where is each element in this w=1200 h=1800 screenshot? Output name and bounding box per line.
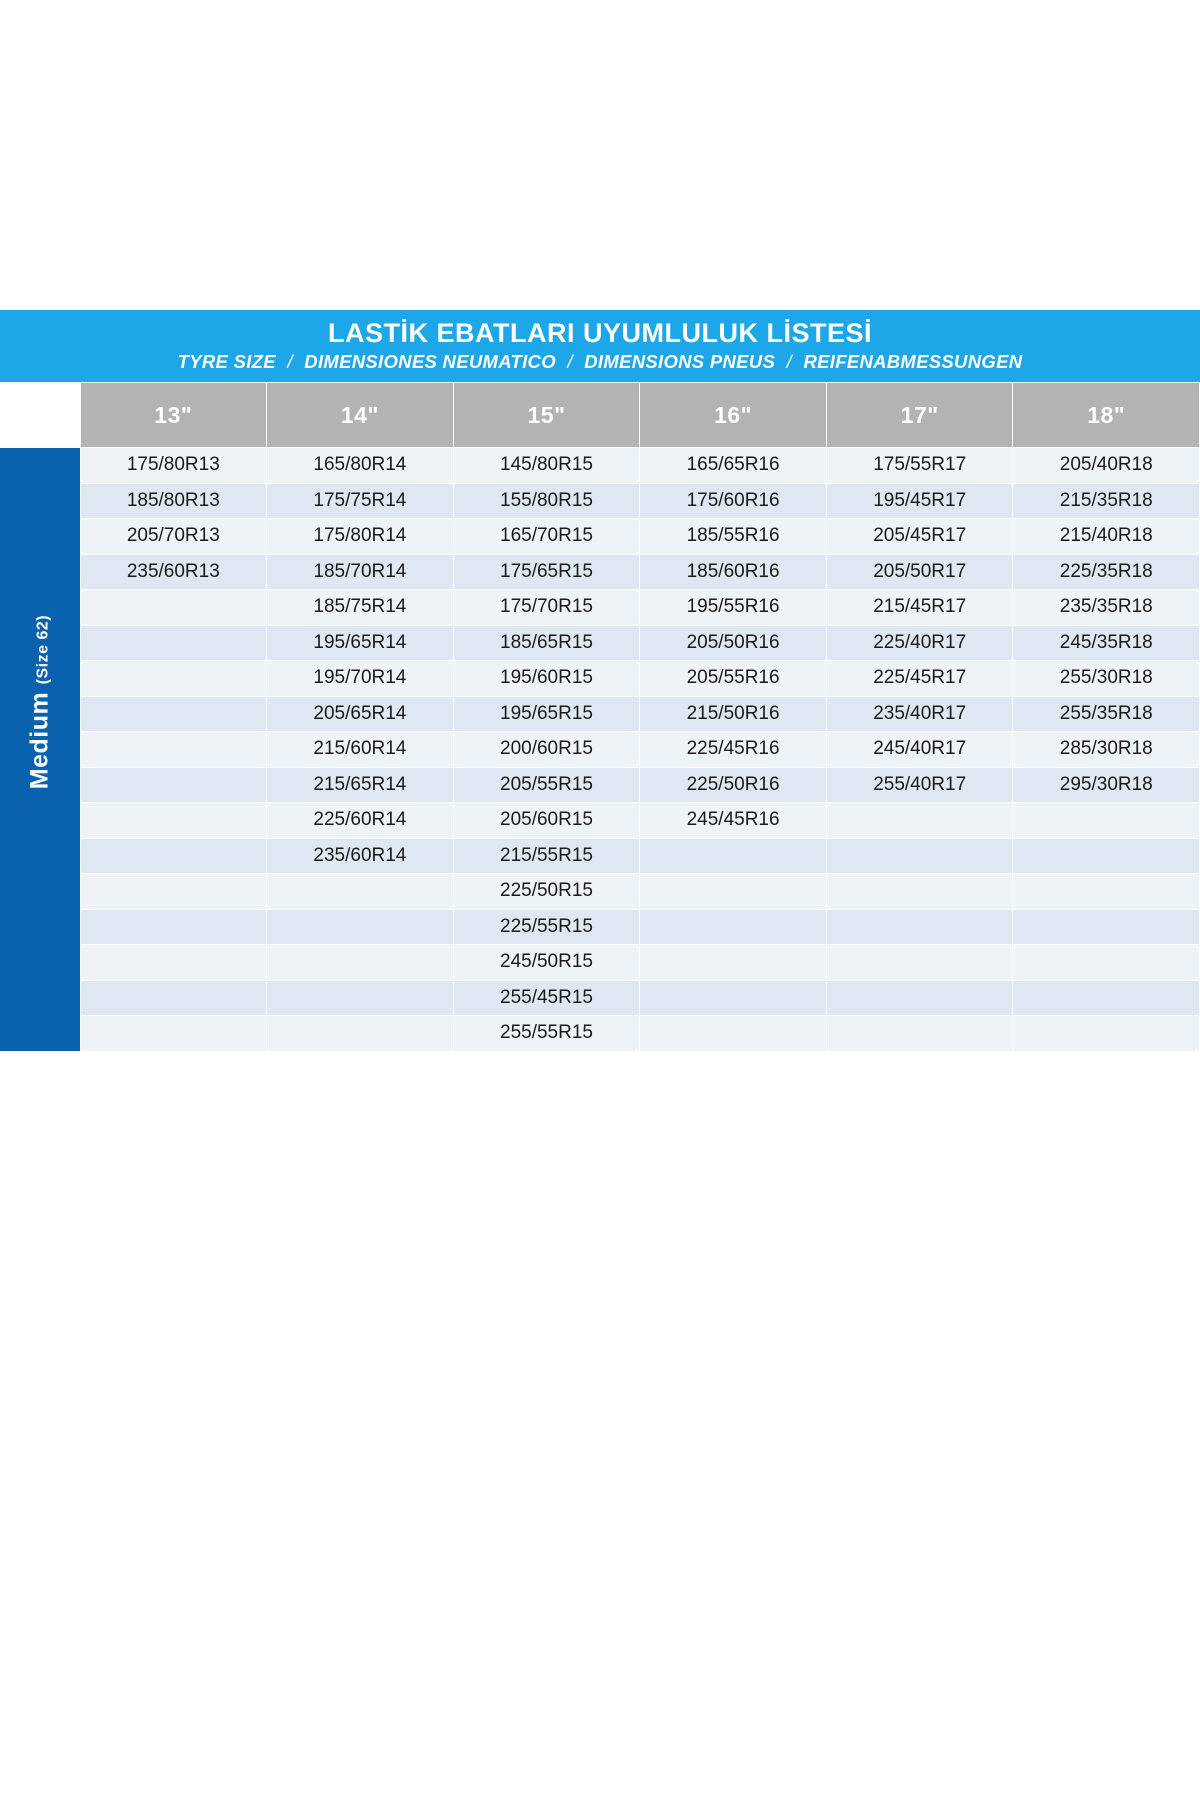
table-cell bbox=[80, 945, 267, 981]
table-cell: 285/30R18 bbox=[1013, 732, 1200, 768]
subtitle-separator-1: / bbox=[287, 351, 293, 373]
table-header-row bbox=[0, 383, 1200, 448]
table-cell bbox=[640, 909, 827, 945]
table-row bbox=[0, 803, 1200, 839]
side-label-main: Medium bbox=[25, 691, 54, 790]
table-cell: 165/65R16 bbox=[640, 448, 827, 484]
table-row bbox=[0, 945, 1200, 981]
table-cell bbox=[80, 980, 267, 1016]
column-header-13: 13" bbox=[80, 383, 267, 448]
table-cell bbox=[267, 1016, 454, 1052]
table-row bbox=[0, 625, 1200, 661]
table-cell: 235/35R18 bbox=[1013, 590, 1200, 626]
table-cell: 215/40R18 bbox=[1013, 519, 1200, 555]
table-cell bbox=[826, 945, 1013, 981]
table-cell: 195/65R14 bbox=[267, 625, 454, 661]
table-cell: 175/60R16 bbox=[640, 483, 827, 519]
table-cell bbox=[826, 874, 1013, 910]
table-cell: 225/35R18 bbox=[1013, 554, 1200, 590]
table-cell bbox=[1013, 874, 1200, 910]
table-cell: 205/70R13 bbox=[80, 519, 267, 555]
table-row bbox=[0, 732, 1200, 768]
table-cell: 175/75R14 bbox=[267, 483, 454, 519]
table-cell: 225/45R17 bbox=[826, 661, 1013, 697]
table-cell: 255/30R18 bbox=[1013, 661, 1200, 697]
column-header-18: 18" bbox=[1013, 383, 1200, 448]
table-cell bbox=[80, 874, 267, 910]
table-cell bbox=[1013, 1016, 1200, 1052]
table-cell: 195/45R17 bbox=[826, 483, 1013, 519]
table-cell: 145/80R15 bbox=[453, 448, 640, 484]
table-cell: 205/60R15 bbox=[453, 803, 640, 839]
side-label-text bbox=[25, 614, 54, 790]
table-cell: 225/45R16 bbox=[640, 732, 827, 768]
table-row bbox=[0, 838, 1200, 874]
table-cell bbox=[80, 661, 267, 697]
subtitle-separator-3: / bbox=[786, 351, 793, 373]
table-cell: 245/45R16 bbox=[640, 803, 827, 839]
table-cell bbox=[80, 590, 267, 626]
table-cell bbox=[826, 1016, 1013, 1052]
table-cell: 255/40R17 bbox=[826, 767, 1013, 803]
tyre-size-table bbox=[0, 382, 1200, 1052]
table-cell: 255/35R18 bbox=[1013, 696, 1200, 732]
table-cell: 185/70R14 bbox=[267, 554, 454, 590]
table-cell: 165/70R15 bbox=[453, 519, 640, 555]
table-cell: 235/60R14 bbox=[267, 838, 454, 874]
table-cell: 215/60R14 bbox=[267, 732, 454, 768]
table-cell: 195/70R14 bbox=[267, 661, 454, 697]
table-cell: 235/40R17 bbox=[826, 696, 1013, 732]
table-cell bbox=[80, 909, 267, 945]
table-row bbox=[0, 696, 1200, 732]
table-row bbox=[0, 483, 1200, 519]
subtitle-separator-2: / bbox=[567, 351, 573, 373]
subtitle-part-tyre-size: TYRE SIZE bbox=[177, 351, 276, 373]
table-row bbox=[0, 1016, 1200, 1052]
table-cell: 205/55R15 bbox=[453, 767, 640, 803]
table-cell: 205/50R16 bbox=[640, 625, 827, 661]
table-cell bbox=[640, 1016, 827, 1052]
table-cell: 215/45R17 bbox=[826, 590, 1013, 626]
side-label-small: (Size 62) bbox=[34, 614, 52, 685]
table-cell bbox=[826, 909, 1013, 945]
table-cell bbox=[640, 980, 827, 1016]
table-cell: 215/50R16 bbox=[640, 696, 827, 732]
table-row bbox=[0, 590, 1200, 626]
table-cell: 245/40R17 bbox=[826, 732, 1013, 768]
side-label-medium bbox=[0, 448, 80, 1052]
column-header-14: 14" bbox=[267, 383, 454, 448]
table-cell: 245/35R18 bbox=[1013, 625, 1200, 661]
table-cell: 235/60R13 bbox=[80, 554, 267, 590]
sheet-title: LASTİK EBATLARI UYUMLULUK LİSTESİ bbox=[0, 310, 1200, 351]
table-cell: 195/55R16 bbox=[640, 590, 827, 626]
table-cell bbox=[826, 803, 1013, 839]
tyre-size-compatibility-sheet bbox=[0, 310, 1200, 1052]
column-header-16: 16" bbox=[640, 383, 827, 448]
table-cell bbox=[1013, 909, 1200, 945]
table-row bbox=[0, 874, 1200, 910]
table-cell bbox=[80, 838, 267, 874]
table-cell: 165/80R14 bbox=[267, 448, 454, 484]
table-cell: 215/35R18 bbox=[1013, 483, 1200, 519]
table-cell: 185/80R13 bbox=[80, 483, 267, 519]
table-cell bbox=[80, 696, 267, 732]
table-cell bbox=[1013, 945, 1200, 981]
subtitle-part-dimensions: DIMENSIONS PNEUS bbox=[584, 351, 776, 373]
table-corner-blank bbox=[0, 383, 80, 448]
sheet-subtitle bbox=[0, 351, 1200, 382]
table-cell: 185/65R15 bbox=[453, 625, 640, 661]
table-row bbox=[0, 980, 1200, 1016]
table-cell bbox=[267, 874, 454, 910]
table-cell bbox=[640, 838, 827, 874]
table-row bbox=[0, 554, 1200, 590]
table-cell bbox=[1013, 838, 1200, 874]
table-cell: 295/30R18 bbox=[1013, 767, 1200, 803]
table-cell bbox=[1013, 980, 1200, 1016]
table-row bbox=[0, 909, 1200, 945]
table-cell bbox=[826, 838, 1013, 874]
table-cell: 225/50R15 bbox=[453, 874, 640, 910]
table-cell bbox=[640, 874, 827, 910]
subtitle-part-dimensiones: DIMENSIONES NEUMATICO bbox=[304, 351, 556, 373]
table-cell: 245/50R15 bbox=[453, 945, 640, 981]
table-cell: 225/50R16 bbox=[640, 767, 827, 803]
table-cell bbox=[80, 625, 267, 661]
table-cell bbox=[80, 732, 267, 768]
table-cell: 205/40R18 bbox=[1013, 448, 1200, 484]
table-cell bbox=[80, 803, 267, 839]
table-cell: 215/55R15 bbox=[453, 838, 640, 874]
table-cell: 155/80R15 bbox=[453, 483, 640, 519]
table-row bbox=[0, 767, 1200, 803]
table-cell bbox=[267, 909, 454, 945]
table-cell: 205/50R17 bbox=[826, 554, 1013, 590]
table-cell: 175/80R13 bbox=[80, 448, 267, 484]
table-cell: 175/65R15 bbox=[453, 554, 640, 590]
table-cell: 205/55R16 bbox=[640, 661, 827, 697]
table-cell: 205/45R17 bbox=[826, 519, 1013, 555]
table-cell: 175/55R17 bbox=[826, 448, 1013, 484]
table-cell: 255/55R15 bbox=[453, 1016, 640, 1052]
table-cell bbox=[1013, 803, 1200, 839]
table-cell bbox=[267, 980, 454, 1016]
table-cell: 200/60R15 bbox=[453, 732, 640, 768]
table-cell bbox=[826, 980, 1013, 1016]
column-header-15: 15" bbox=[453, 383, 640, 448]
table-cell: 205/65R14 bbox=[267, 696, 454, 732]
column-header-17: 17" bbox=[826, 383, 1013, 448]
table-cell: 185/75R14 bbox=[267, 590, 454, 626]
table-cell bbox=[80, 767, 267, 803]
table-row bbox=[0, 519, 1200, 555]
table-cell: 255/45R15 bbox=[453, 980, 640, 1016]
table-cell bbox=[640, 945, 827, 981]
table-cell: 215/65R14 bbox=[267, 767, 454, 803]
table-cell bbox=[267, 945, 454, 981]
table-cell: 185/55R16 bbox=[640, 519, 827, 555]
table-row bbox=[0, 661, 1200, 697]
table-cell bbox=[80, 1016, 267, 1052]
table-cell: 175/70R15 bbox=[453, 590, 640, 626]
table-cell: 175/80R14 bbox=[267, 519, 454, 555]
table-cell: 195/65R15 bbox=[453, 696, 640, 732]
table-cell: 225/40R17 bbox=[826, 625, 1013, 661]
table-cell: 225/55R15 bbox=[453, 909, 640, 945]
subtitle-part-reifen: REIFENABMESSUNGEN bbox=[803, 351, 1023, 373]
table-cell: 225/60R14 bbox=[267, 803, 454, 839]
table-cell: 185/60R16 bbox=[640, 554, 827, 590]
table-row bbox=[0, 448, 1200, 484]
table-cell: 195/60R15 bbox=[453, 661, 640, 697]
